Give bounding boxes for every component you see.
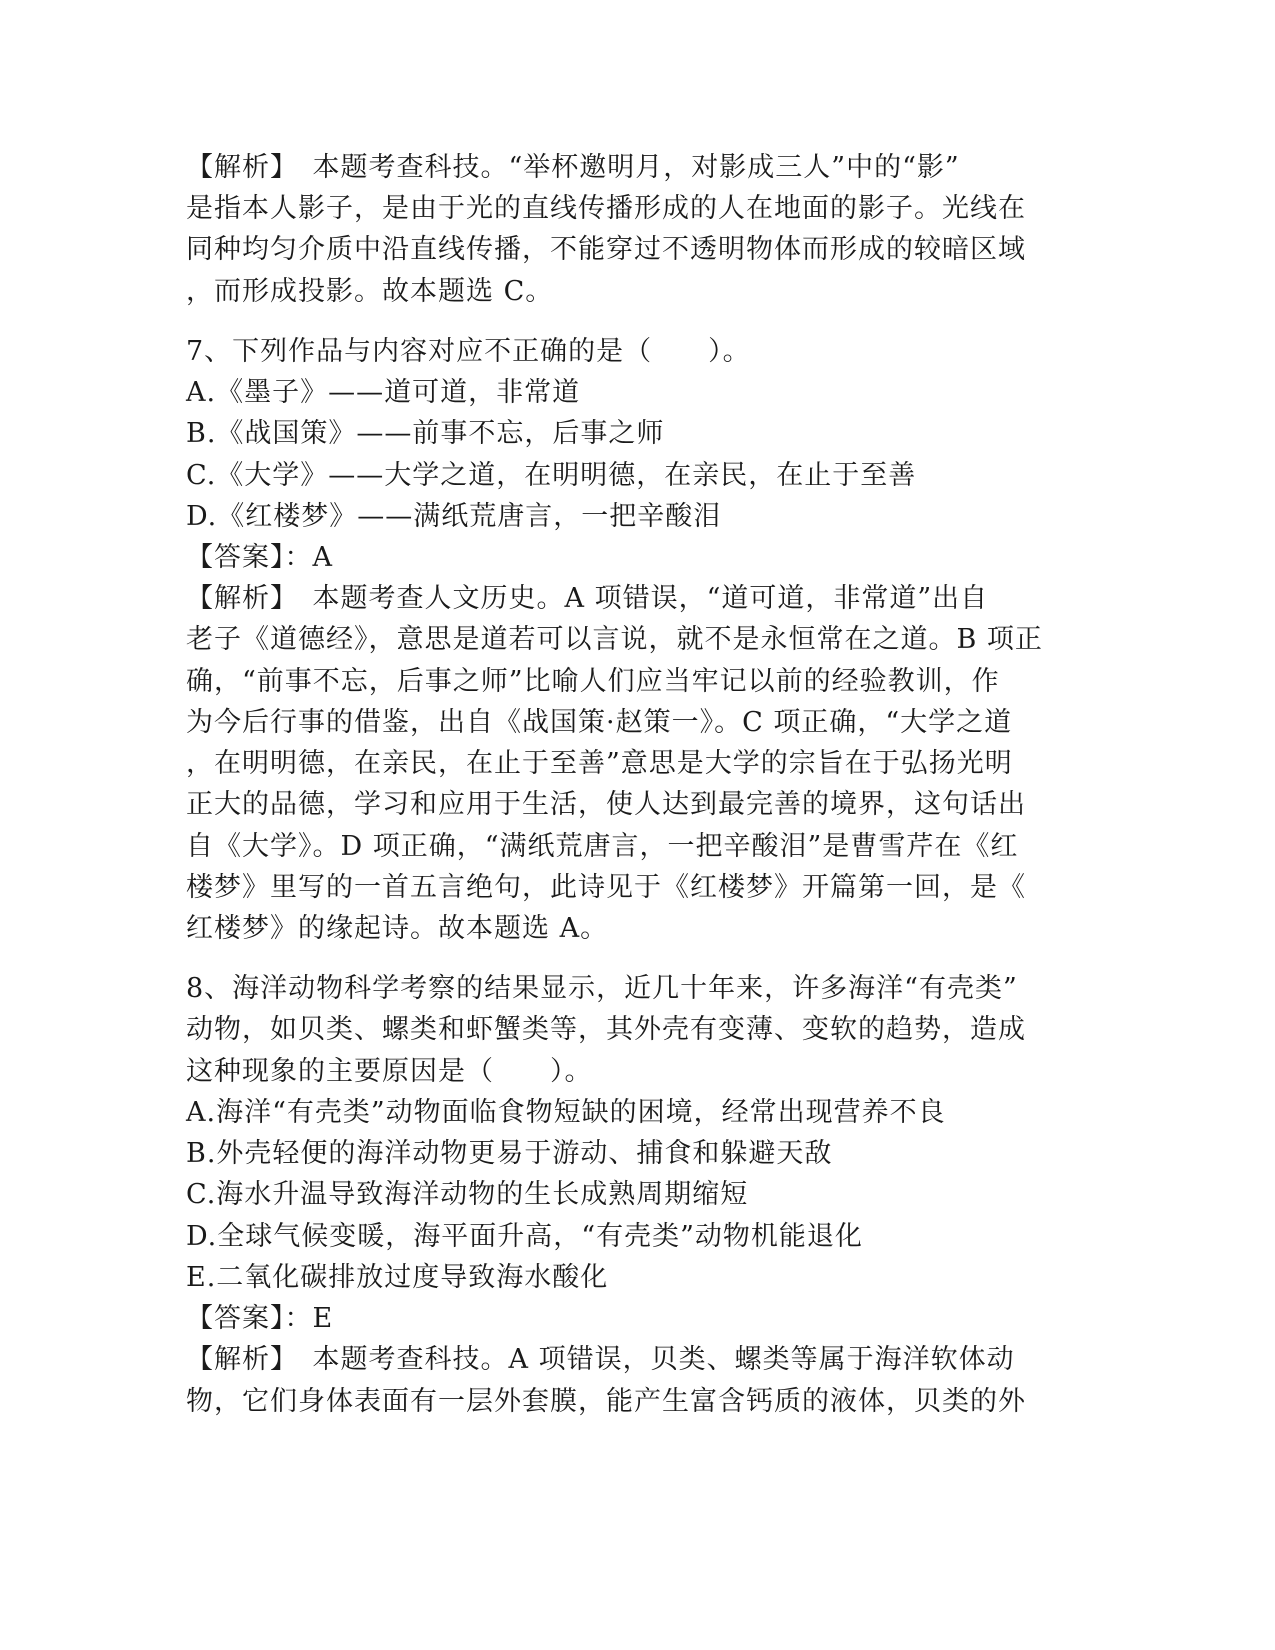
- question-stem: 动物，如贝类、螺类和虾蟹类等，其外壳有变薄、变软的趋势，造成: [186, 1014, 1026, 1045]
- analysis-line: 物，它们身体表面有一层外套膜，能产生富含钙质的液体，贝类的外: [186, 1386, 1026, 1417]
- analysis-line: 同种均匀介质中沿直线传播，不能穿过不透明物体而形成的较暗区域: [186, 234, 1026, 265]
- analysis-line: 【解析】 本题考查科技。A 项错误，贝类、螺类等属于海洋软体动: [186, 1344, 1015, 1375]
- analysis-line: 自《大学》。D 项正确，“满纸荒唐言，一把辛酸泪”是曹雪芹在《红: [186, 831, 1019, 862]
- option-c: C.海水升温导致海洋动物的生长成熟周期缩短: [186, 1179, 749, 1210]
- option-a: A.《墨子》——道可道，非常道: [186, 377, 581, 408]
- answer-line: 【答案】：A: [186, 542, 333, 573]
- option-d: D.全球气候变暖，海平面升高，“有壳类”动物机能退化: [186, 1221, 863, 1252]
- option-b: B.外壳轻便的海洋动物更易于游动、捕食和躲避天敌: [186, 1138, 833, 1169]
- option-a: A.海洋“有壳类”动物面临食物短缺的困境，经常出现营养不良: [186, 1097, 946, 1128]
- question-stem: 8、海洋动物科学考察的结果显示，近几十年来，许多海洋“有壳类”: [186, 973, 1018, 1004]
- analysis-line: 确，“前事不忘，后事之师”比喻人们应当牢记以前的经验教训，作: [186, 666, 1000, 697]
- analysis-line: ，而形成投影。故本题选 C。: [186, 276, 554, 307]
- analysis-line: 老子《道德经》，意思是道若可以言说，就不是永恒常在之道。B 项正: [186, 624, 1043, 655]
- option-e: E.二氧化碳排放过度导致海水酸化: [186, 1262, 609, 1293]
- analysis-line: 为今后行事的借鉴，出自《战国策·赵策一》。C 项正确，“大学之道: [186, 707, 1013, 738]
- analysis-line: 正大的品德，学习和应用于生活，使人达到最完善的境界，这句话出: [186, 789, 1026, 820]
- analysis-line: 是指本人影子，是由于光的直线传播形成的人在地面的影子。光线在: [186, 193, 1026, 224]
- analysis-line: 【解析】 本题考查人文历史。A 项错误，“道可道，非常道”出自: [186, 583, 989, 614]
- question-stem: 这种现象的主要原因是（ ）。: [186, 1056, 593, 1087]
- question-stem: 7、下列作品与内容对应不正确的是（ ）。: [186, 336, 751, 367]
- analysis-line: ，在明明德，在亲民，在止于至善”意思是大学的宗旨在于弘扬光明: [186, 748, 1013, 779]
- option-b: B.《战国策》——前事不忘，后事之师: [186, 418, 665, 449]
- analysis-line: 红楼梦》的缘起诗。故本题选 A。: [186, 913, 609, 944]
- analysis-line: 【解析】 本题考查科技。“举杯邀明月，对影成三人”中的“影”: [186, 152, 960, 183]
- answer-line: 【答案】：E: [186, 1303, 334, 1334]
- option-c: C.《大学》——大学之道，在明明德，在亲民，在止于至善: [186, 460, 917, 491]
- analysis-line: 楼梦》里写的一首五言绝句，此诗见于《红楼梦》开篇第一回，是《: [186, 872, 1026, 903]
- option-d: D.《红楼梦》——满纸荒唐言，一把辛酸泪: [186, 501, 722, 532]
